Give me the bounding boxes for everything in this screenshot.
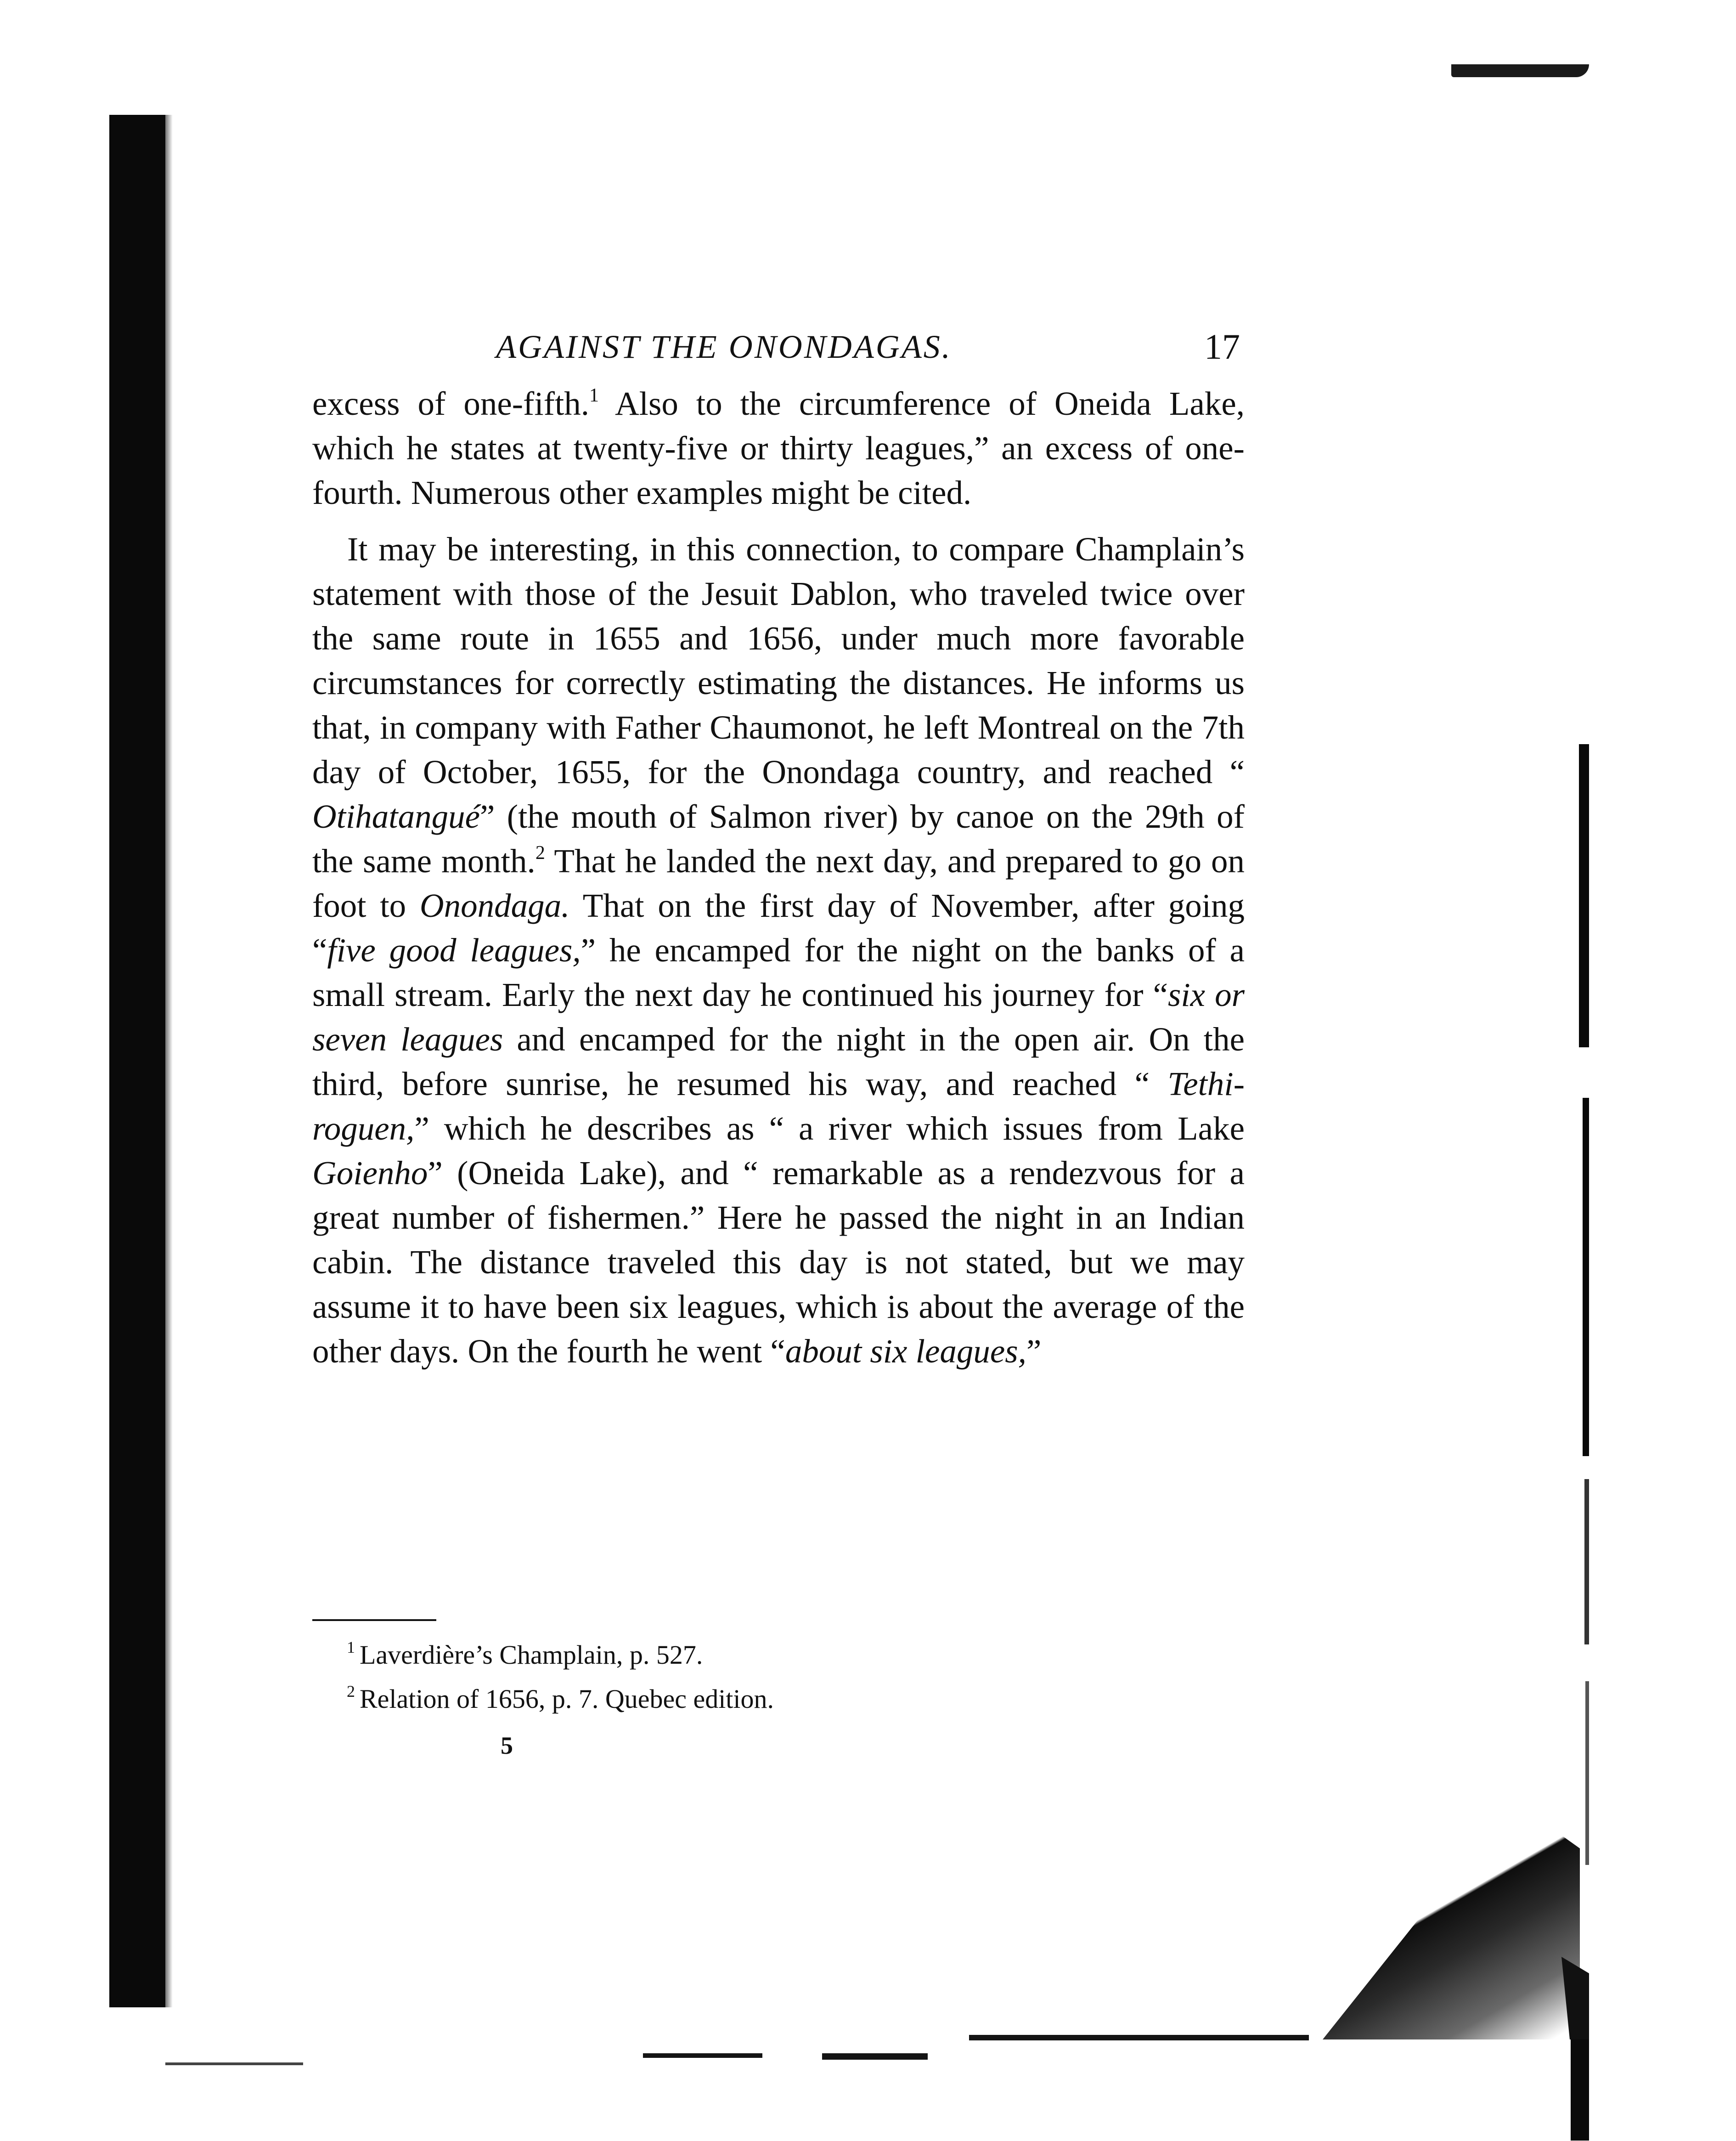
page-number: 17 <box>1204 327 1240 367</box>
signature-mark: 5 <box>501 1732 513 1759</box>
italic-run: about six leagues, <box>785 1333 1026 1370</box>
text-run: ” (the mouth of Salmon river) by canoe on the 29th of the same month. <box>312 798 1245 880</box>
paragraph <box>312 527 1245 1373</box>
text-run: and encamped for the night in the open air. On the third, before sunrise, he resumed his way, and reached “ <box>312 1021 1245 1102</box>
italic-run: six or seven leagues <box>312 976 1245 1058</box>
italic-run: Tethi-roguen, <box>312 1065 1245 1147</box>
italic-run: five good leagues, <box>327 932 581 969</box>
footnotes <box>347 1633 1219 1721</box>
scan-bottom-mark <box>822 2053 928 2060</box>
text-run: excess of one-fifth. <box>312 385 589 422</box>
footnote-text: Laverdière’s Champlain, p. 527. <box>360 1640 703 1670</box>
footnote-mark: 2 <box>347 1682 355 1700</box>
text-run: ” <box>1026 1333 1042 1370</box>
text-run: It may be interesting, in this connection, to compare Champlain’s statement with those of the Jesuit Dablon, who traveled twice over the same route in 1655 and 1656, under much more favorable circumstances for correctly estimating the distances. He informs us that, in company with Father Chaumonot, he left Montreal on the 7th day of October, 1655, for the Onondaga country, and reached “ <box>312 531 1245 791</box>
scan-edge-strip <box>1585 1681 1589 1865</box>
italic-run: Otihatangué <box>312 798 480 835</box>
text-run: That on the first day of November, after going “ <box>312 887 1245 969</box>
footnote <box>347 1677 1219 1721</box>
scan-bottom-mark <box>643 2053 762 2058</box>
scan-corner-fold <box>1323 1801 1580 2039</box>
text-run: ” which he describes as “ a river which issues from Lake <box>414 1110 1245 1147</box>
scan-edge-strip <box>1583 1098 1589 1456</box>
scan-edge-strip <box>1584 1479 1589 1644</box>
text-run: ” (Oneida Lake), and “ remarkable as a rendezvous for a great number of fishermen.” Here he passed the night in an Indian cabin. The distance traveled this day is not stated, but we may assume it to have been six leagues, which is about the average of the other days. On the fourth he went “ <box>312 1154 1245 1370</box>
text-run: That he landed the next day, and prepared to go on foot to <box>312 842 1245 924</box>
scan-binding-fade <box>165 115 173 2007</box>
scan-bottom-mark <box>165 2062 303 2065</box>
scan-binding-shadow <box>109 115 165 2007</box>
footnote-reference: 1 <box>589 384 599 406</box>
running-head <box>496 322 1240 372</box>
paragraph <box>312 381 1245 515</box>
scan-edge-strip <box>1579 744 1589 1047</box>
body-text <box>312 381 1245 1373</box>
italic-run: Goienho <box>312 1154 428 1192</box>
scan-bottom-mark <box>969 2035 1309 2040</box>
footnote-reference: 2 <box>535 842 545 864</box>
footnote-mark: 1 <box>347 1638 355 1656</box>
text-run: ” he encamped for the night on the banks of a small stream. Early the next day he continued his journey for “ <box>312 932 1245 1013</box>
running-title: AGAINST THE ONONDAGAS. <box>496 328 952 365</box>
text-run: Also to the circumference of Oneida Lake, which he states at twenty-five or thirty leagues,” an excess of one-fourth. Numerous other examples might be cited. <box>312 385 1245 511</box>
footnote-text: Relation of 1656, p. 7. Quebec edition. <box>360 1684 774 1714</box>
footnote <box>347 1633 1219 1677</box>
scan-smudge-top <box>1451 64 1589 77</box>
footnote-rule <box>312 1619 436 1621</box>
italic-run: Onondaga. <box>419 887 570 924</box>
